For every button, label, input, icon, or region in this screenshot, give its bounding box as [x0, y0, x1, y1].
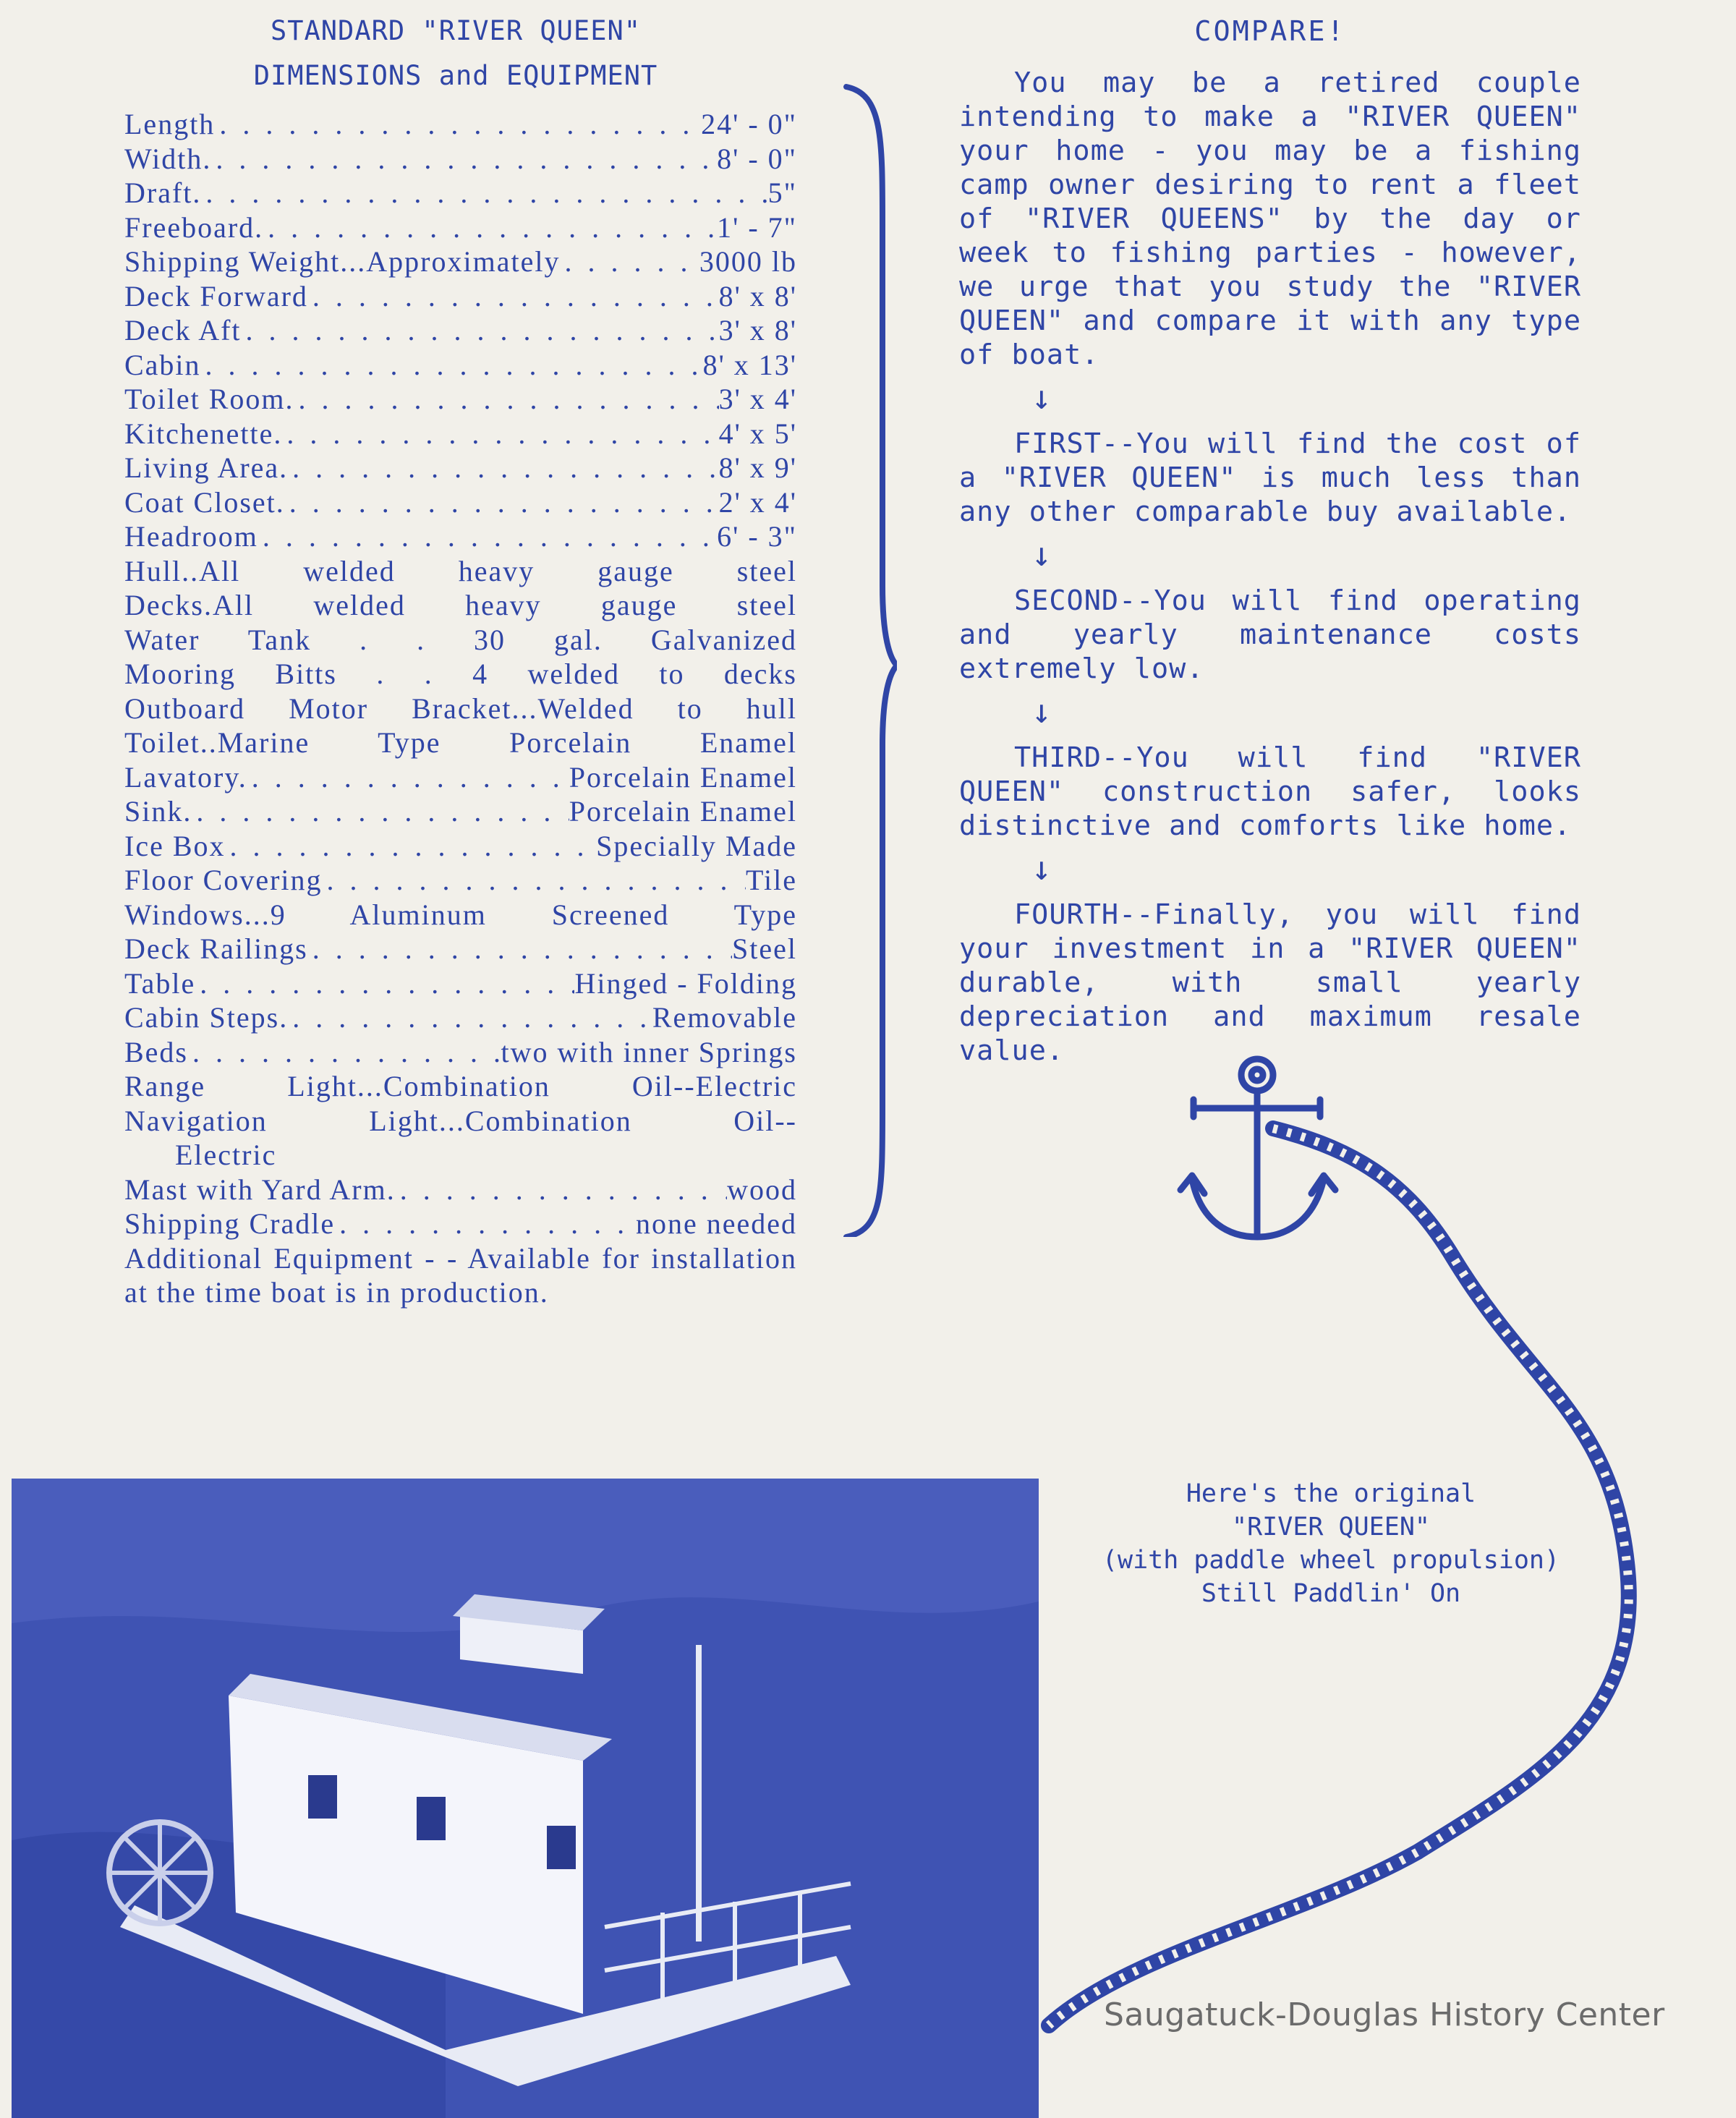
spec-label: Cabin Steps. — [124, 1001, 289, 1034]
spec-row — [124, 485, 797, 520]
compare-section — [959, 14, 1581, 1068]
spec-windows: Windows...9 Aluminum Screened Type — [124, 898, 797, 931]
spec-line: Toilet..Marine Type Porcelain Enamel — [124, 726, 797, 759]
dot-leader — [294, 382, 719, 417]
compare-point-second: SECOND--You will find operating and yearly maintenance costs extremely low. — [959, 584, 1581, 685]
spec-row — [124, 417, 797, 451]
dot-leader — [285, 485, 719, 520]
spec-label: Coat Closet. — [124, 485, 285, 519]
spec-value: none needed — [635, 1207, 797, 1240]
arrow-down-icon: ↓ — [1031, 378, 1052, 417]
compare-intro: You may be a retired couple intending to make a "RIVER QUEEN" your home - you may be a fishing camp owner desiring to rent a fleet of "RIVER QUEENS" by the day or week to fishing parties - however, we urge that you study the "RIVER QUEEN" and compare it with any type of boat. — [959, 67, 1581, 371]
arrow-down-icon: ↓ — [1031, 535, 1052, 574]
spec-row — [124, 794, 797, 829]
spec-row — [124, 348, 797, 383]
spec-row — [124, 1000, 797, 1035]
spec-label: Deck Aft — [124, 314, 242, 346]
spec-row — [124, 107, 797, 142]
spec-label: Freeboard. — [124, 210, 264, 244]
spec-value: Hinged - Folding — [574, 966, 797, 1000]
spec-row — [124, 1207, 797, 1241]
dot-leader — [288, 1000, 652, 1035]
spec-row — [124, 519, 797, 554]
spec-label: Shipping Weight...Approximately — [124, 245, 561, 278]
spec-value: Steel — [732, 932, 797, 965]
dot-leader — [308, 279, 719, 314]
dot-leader — [396, 1173, 727, 1207]
caption-line3: (with paddle wheel propulsion) — [1102, 1546, 1560, 1575]
spec-line: Mooring Bitts . . 4 welded to decks — [124, 658, 797, 690]
spec-value: 2' x 4' — [718, 485, 797, 519]
spec-label: Ice Box — [124, 829, 226, 862]
spec-line: Decks.All welded heavy gauge steel — [124, 589, 797, 621]
caption-line4: Still Paddlin' On — [1201, 1579, 1461, 1608]
spec-value: two with inner Springs — [501, 1035, 797, 1068]
photo-caption — [1099, 1477, 1562, 1610]
spec-row — [124, 176, 797, 210]
dot-leader — [211, 142, 717, 176]
spec-row — [124, 829, 797, 864]
spec-value: 6' - 3" — [717, 520, 797, 553]
spec-value: 5" — [767, 176, 797, 209]
dot-leader — [242, 313, 719, 348]
caption-line1: Here's the original — [1186, 1479, 1476, 1508]
spec-label: Draft. — [124, 176, 202, 209]
spec-row — [124, 244, 797, 279]
spec-label: Lavatory. — [124, 760, 247, 794]
dot-leader — [192, 794, 569, 829]
spec-value: 24' - 0" — [701, 108, 797, 140]
spec-row — [124, 932, 797, 966]
arrow-down-icon: ↓ — [1031, 849, 1052, 888]
dot-leader — [258, 519, 717, 554]
spec-value: 8' - 0" — [717, 142, 797, 175]
spec-value: 8' x 9' — [718, 451, 797, 484]
dot-leader — [308, 932, 732, 966]
dot-leader — [188, 1035, 501, 1070]
dot-leader — [282, 417, 718, 451]
spec-value: Porcelain Enamel — [569, 795, 797, 828]
spec-line: Outboard Motor Bracket...Welded to hull — [124, 692, 797, 725]
spec-label: Beds — [124, 1035, 188, 1068]
spec-value: 3000 lb — [699, 245, 797, 278]
spec-row — [124, 1173, 797, 1207]
dot-leader — [201, 176, 767, 210]
dot-leader — [335, 1207, 636, 1241]
specs-title-line1: STANDARD "RIVER QUEEN" — [270, 15, 642, 46]
anchor-icon — [1172, 1042, 1345, 1259]
compare-point-fourth: FOURTH--Finally, you will find your investment in a "RIVER QUEEN" durable, with small yearly depreciation and maximum resale value. — [959, 898, 1581, 1067]
spec-label: Shipping Cradle — [124, 1207, 336, 1240]
arrow-down-icon: ↓ — [1031, 692, 1052, 731]
spec-nav-light: Navigation Light...Combination Oil-- — [124, 1104, 797, 1137]
spec-label: Headroom — [124, 520, 258, 553]
dot-leader — [560, 244, 699, 279]
spec-row — [124, 966, 797, 1001]
spec-value: 3' x 8' — [718, 314, 797, 346]
dot-leader — [247, 760, 569, 795]
spec-row — [124, 451, 797, 485]
spec-value: Porcelain Enamel — [569, 760, 797, 794]
spec-row — [124, 142, 797, 176]
spec-label: Deck Forward — [124, 279, 308, 312]
spec-row — [124, 382, 797, 417]
spec-line: Hull..All welded heavy gauge steel — [124, 554, 797, 587]
spec-row — [124, 863, 797, 898]
spec-value: Removable — [652, 1001, 797, 1034]
spec-label: Living Area. — [124, 451, 289, 484]
spec-label: Mast with Yard Arm. — [124, 1173, 396, 1206]
curly-brace — [832, 80, 897, 1237]
spec-value: 8' x 8' — [718, 279, 797, 312]
spec-label: Cabin — [124, 348, 201, 381]
spec-row — [124, 279, 797, 314]
spec-row — [124, 1035, 797, 1070]
spec-label: Toilet Room. — [124, 383, 294, 415]
spec-value: 1' - 7" — [717, 210, 797, 244]
spec-value: Specially Made — [596, 829, 797, 862]
compare-point-first: FIRST--You will find the cost of a "RIVER QUEEN" is much less than any other comparable buy available. — [959, 428, 1581, 528]
spec-value: 8' x 13' — [702, 348, 797, 381]
spec-label: Length — [124, 108, 216, 140]
spec-value: Tile — [745, 864, 797, 896]
watermark-text: Saugatuck-Douglas History Center — [1104, 1996, 1665, 2033]
spec-nav-light-cont: Electric — [175, 1139, 277, 1171]
specs-list — [124, 107, 797, 1310]
specs-title-line2: DIMENSIONS and EQUIPMENT — [253, 60, 658, 91]
dot-leader — [226, 829, 597, 864]
spec-value: 3' x 4' — [718, 383, 797, 415]
spec-row — [124, 313, 797, 348]
spec-range-light: Range Light...Combination Oil--Electric — [124, 1070, 797, 1102]
spec-label: Kitchenette. — [124, 417, 283, 450]
spec-label: Width. — [124, 142, 212, 175]
spec-row — [124, 210, 797, 245]
dot-leader — [288, 451, 718, 485]
spec-label: Sink. — [124, 795, 192, 828]
spec-line: Water Tank . . 30 gal. Galvanized — [124, 623, 797, 656]
spec-additional: Additional Equipment - - Available for installation at the time boat is in production. — [124, 1241, 797, 1309]
dot-leader — [263, 210, 717, 245]
spec-label: Floor Covering — [124, 864, 323, 896]
houseboat-photo — [12, 1479, 1039, 2118]
dot-leader — [323, 863, 746, 898]
spec-value: 4' x 5' — [718, 417, 797, 450]
caption-line2: "RIVER QUEEN" — [1232, 1513, 1430, 1541]
spec-row — [124, 760, 797, 795]
dot-leader — [201, 348, 703, 383]
compare-point-third: THIRD--You will find "RIVER QUEEN" construction safer, looks distinctive and comforts like home. — [959, 741, 1581, 842]
spec-value: wood — [727, 1173, 797, 1206]
dot-leader — [195, 966, 574, 1001]
compare-title: COMPARE! — [1194, 15, 1346, 48]
spec-label: Deck Railings — [124, 932, 308, 965]
specs-title — [217, 9, 694, 98]
spec-label: Table — [124, 966, 196, 1000]
dot-leader — [215, 107, 701, 142]
